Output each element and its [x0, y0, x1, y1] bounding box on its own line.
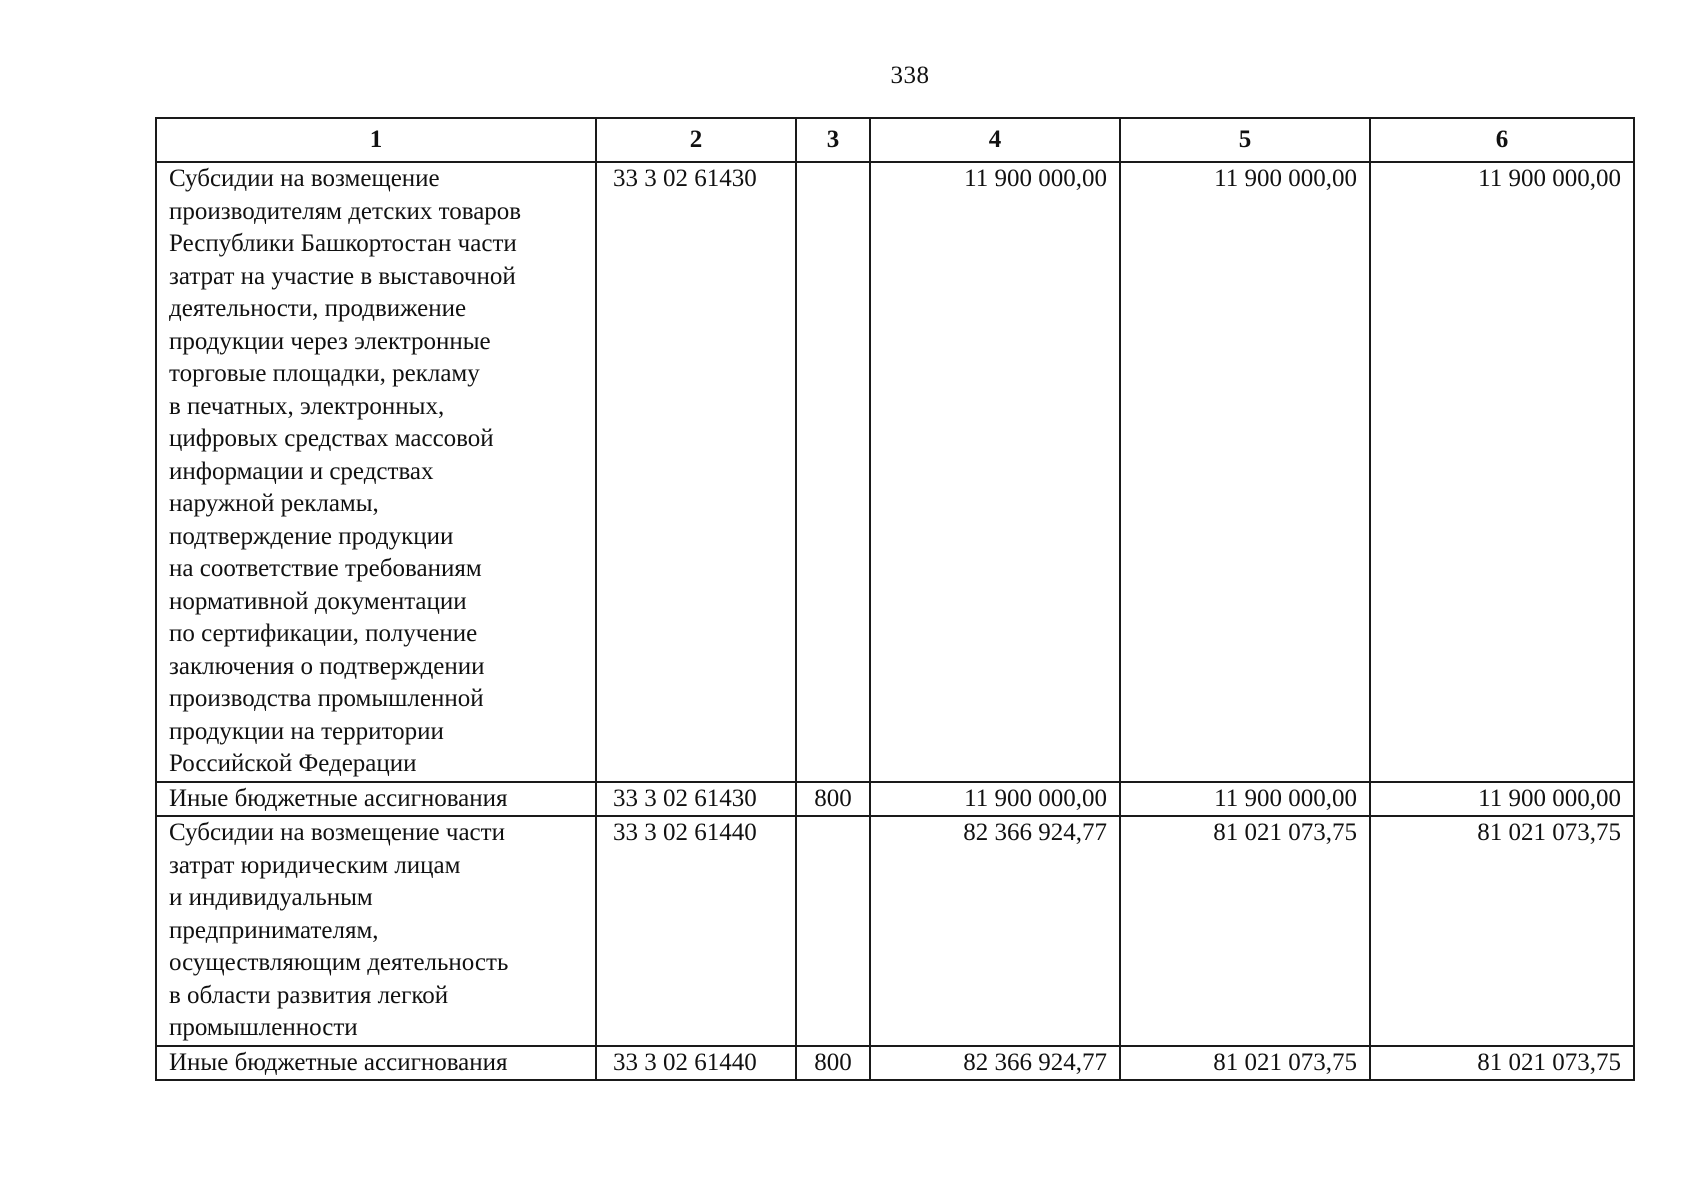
row-description [156, 816, 596, 1046]
row-expense-type: 800 [796, 782, 870, 817]
table-row [156, 1046, 1634, 1081]
column-header-3: 3 [796, 118, 870, 162]
column-header-4: 4 [870, 118, 1120, 162]
description-line: продукции через электронные [169, 327, 491, 355]
table-row [156, 162, 1634, 782]
row-code: 33 3 02 61430 [596, 782, 796, 817]
row-amount-col6: 81 021 073,75 [1370, 816, 1634, 1046]
description-line: предпринимателям, [169, 916, 379, 944]
row-amount-col5: 11 900 000,00 [1120, 162, 1370, 782]
description-line: и индивидуальным [169, 884, 373, 911]
column-header-6: 6 [1370, 118, 1634, 162]
description-line: затрат юридическим лицам [169, 851, 461, 879]
budget-table [155, 117, 1635, 1081]
row-amount-col5: 81 021 073,75 [1120, 1046, 1370, 1081]
description-line: Республики Башкортостан части [169, 230, 517, 257]
description-line: нормативной документации [169, 587, 467, 615]
row-amount-col4: 11 900 000,00 [870, 782, 1120, 817]
row-description [156, 782, 596, 817]
description-line: по сертификации, получение [169, 620, 478, 647]
description-line: Субсидии на возмещение части [169, 819, 505, 846]
row-expense-type [796, 162, 870, 782]
description-line: осуществляющим деятельность [169, 949, 509, 976]
table-row [156, 816, 1634, 1046]
description-line: заключения о подтверждении [169, 652, 485, 680]
row-code: 33 3 02 61440 [596, 816, 796, 1046]
description-line: деятельности, продвижение [169, 295, 467, 322]
row-amount-col6: 11 900 000,00 [1370, 162, 1634, 782]
column-header-5: 5 [1120, 118, 1370, 162]
table-header-row [156, 118, 1634, 162]
description-line: подтверждение продукции [169, 522, 454, 550]
description-line: производителям детских товаров [169, 197, 522, 225]
table-row [156, 782, 1634, 817]
row-amount-col4: 11 900 000,00 [870, 162, 1120, 782]
description-line: в печатных, электронных, [169, 392, 445, 420]
description-line: информации и средствах [169, 457, 434, 485]
description-line: Субсидии на возмещение [169, 165, 440, 192]
description-line: Иные бюджетные ассигнования [169, 1048, 508, 1076]
row-amount-col5: 11 900 000,00 [1120, 782, 1370, 817]
row-expense-type [796, 816, 870, 1046]
row-amount-col4: 82 366 924,77 [870, 816, 1120, 1046]
row-code: 33 3 02 61430 [596, 162, 796, 782]
description-line: в области развития легкой [169, 981, 449, 1009]
description-line: Иные бюджетные ассигнования [169, 784, 508, 812]
row-amount-col4: 82 366 924,77 [870, 1046, 1120, 1081]
description-line: производства промышленной [169, 685, 484, 712]
description-line: промышленности [169, 1014, 358, 1041]
description-line: цифровых средствах массовой [169, 425, 494, 452]
row-description [156, 1046, 596, 1081]
description-line: затрат на участие в выставочной [169, 262, 516, 290]
description-line: продукции на территории [169, 717, 444, 745]
row-amount-col6: 11 900 000,00 [1370, 782, 1634, 817]
row-expense-type: 800 [796, 1046, 870, 1081]
column-header-1: 1 [156, 118, 596, 162]
description-line: Российской Федерации [169, 750, 417, 777]
description-line: торговые площадки, рекламу [169, 360, 480, 387]
page-number: 338 [890, 62, 930, 89]
row-description [156, 162, 596, 782]
column-header-2: 2 [596, 118, 796, 162]
row-amount-col6: 81 021 073,75 [1370, 1046, 1634, 1081]
description-line: наружной рекламы, [169, 490, 379, 517]
description-line: на соответствие требованиям [169, 555, 482, 582]
row-code: 33 3 02 61440 [596, 1046, 796, 1081]
row-amount-col5: 81 021 073,75 [1120, 816, 1370, 1046]
